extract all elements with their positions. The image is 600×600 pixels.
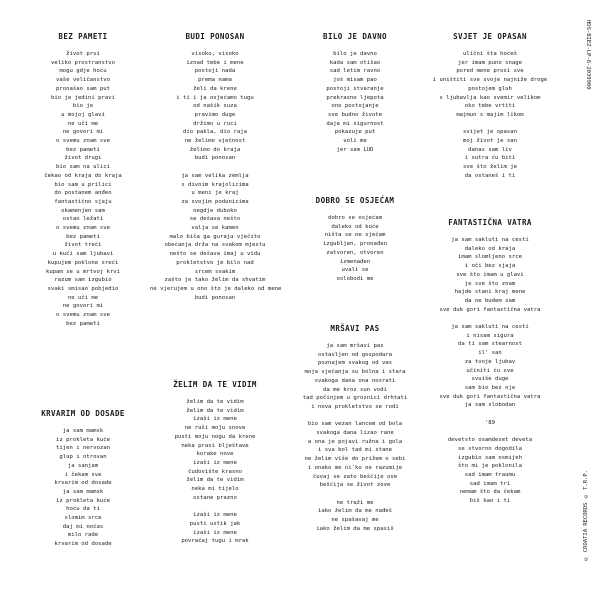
lyric-line: neka prasi blještave	[181, 442, 249, 449]
lyric-line: da ti sam stearnost	[458, 341, 522, 348]
lyric-line: bio sam u prilici	[54, 181, 112, 188]
lyric-line: i uništiti sve svoje najniže droge	[432, 77, 548, 84]
lyric-lines	[290, 214, 420, 284]
lyric-line: svaki smisao pobjedio	[47, 285, 119, 292]
lyric-line: pusti ustik jak	[189, 520, 241, 527]
lyric-line: postoji nada	[194, 68, 236, 75]
lyric-lines	[150, 50, 280, 302]
lyric-line: iz prokleta kuće	[56, 436, 110, 443]
lyric-line: ulični šta hoćeš	[463, 51, 517, 57]
lyric-line: izaši iz mene	[193, 416, 237, 423]
stanza-break	[290, 490, 420, 499]
lyric-line: čudovište krasno	[188, 468, 242, 475]
lyric-line: ostane prazno	[193, 494, 237, 501]
lyric-line: glup i otrovan	[59, 454, 107, 461]
lyric-lines	[425, 236, 555, 506]
lyric-line: hoću da ti	[66, 506, 100, 513]
song-bez-pameti	[20, 32, 146, 329]
lyric-line: u kući sam ljubavi	[52, 251, 114, 258]
lyric-line: postoji stvaranje	[326, 85, 384, 92]
song-title: MRŠAVI PAS	[330, 324, 380, 333]
lyric-line: moja sjećanja su bolna i stara	[304, 369, 406, 376]
lyric-line: nešto se dešava imaj u vidu	[169, 251, 261, 258]
lyric-line: želim da te vidim	[186, 399, 244, 405]
lyric-line: i ti i ja osjećamo tugu	[176, 94, 254, 101]
copyright-notice: © CROATIA RECORDS © T.R.P.	[583, 470, 589, 562]
lyric-line: nemam što da čekam	[459, 489, 521, 496]
lyric-lines	[425, 50, 555, 181]
lyric-line: ne vjerujem u ono što je daleko od mene	[150, 285, 282, 292]
lyric-line: ja sam velika zemlja	[181, 172, 249, 179]
lyric-line: bio je jedini pravi	[51, 94, 115, 101]
catalog-number: HDS-BIEZ-LP-6-2039900	[585, 20, 591, 90]
lyric-line: zašto je tako želim da shvatim	[164, 277, 266, 284]
lyric-line: sad letim ravno	[329, 68, 381, 75]
lyric-line: držimo u ruci	[193, 120, 237, 127]
lyric-line: pokazuje put	[334, 129, 376, 136]
song-zelim-da-te-vidim	[150, 380, 280, 546]
lyric-line: i nisam sigura	[466, 332, 514, 339]
lyric-line: milo rade	[67, 532, 99, 539]
lyric-line: valja se kamen	[191, 225, 239, 232]
lyric-line: čekao od kraja do kraja	[44, 172, 122, 179]
lyric-line: ostao ležati	[62, 216, 104, 223]
stanza-break	[425, 314, 555, 323]
lyric-line: još misam pao	[333, 77, 377, 84]
lyric-line: za svojim podunicima	[181, 198, 249, 205]
lyric-line: kupam se u mrtvoj krvi	[45, 268, 121, 275]
lyric-line: il' san	[478, 350, 502, 357]
song-title: DOBRO SE OSJEĆAM	[315, 196, 395, 205]
song-title: FANTASTIČNA VATRA	[448, 218, 532, 227]
lyric-line: izgubljen, pronađen	[323, 241, 387, 248]
lyric-line: ne govori mi	[62, 303, 104, 310]
lyric-line: zatvoren, otvoren	[326, 249, 384, 256]
lyric-line: do postanem anđeo	[54, 190, 112, 197]
lyric-line: sad imam tri	[469, 480, 511, 487]
lyric-line: negdje duboko	[193, 207, 237, 214]
lyric-line: neka mi tijelo	[191, 486, 239, 493]
lyric-line: uvali se	[341, 267, 369, 274]
lyric-line: visoko, visoko	[191, 51, 239, 57]
lyric-line: ja sam mršavi pas	[326, 343, 384, 349]
lyric-line: čuvaj se zato bešćije ove	[312, 473, 398, 480]
lyric-line: kupujem poklone sreći	[47, 259, 119, 266]
lyric-line: sve duk gori fantastična vatra	[439, 306, 541, 313]
lyric-line: želimo do kraja	[189, 146, 241, 153]
lyric-line: za tvoje ljubav	[464, 358, 516, 365]
lyric-line: krvarim od dosade	[54, 541, 112, 548]
lyric-line: pusti moju nogu da krene	[174, 433, 256, 440]
lyric-line: želim da te vidim	[186, 477, 244, 484]
lyric-line: da ostaneš i ti	[464, 172, 516, 179]
lyric-line: imam slomljeno srce	[458, 254, 522, 261]
lyric-line: svijet je opasan	[463, 129, 517, 136]
lyric-line: i nova prokletstvo se rodi	[311, 403, 399, 410]
lyric-line: devetsto osamdeset deveta	[447, 437, 533, 444]
lyric-line: majmun s majim likom	[456, 111, 524, 118]
lyric-line: moj život je san	[463, 138, 517, 145]
lyric-line: izgubio sam osmijeh	[458, 454, 522, 461]
lyric-line: učiniti ću sve	[466, 367, 514, 374]
lyric-line: što mi je poklonila	[458, 463, 522, 470]
lyric-line: da me kroz sun vodi	[323, 386, 387, 393]
lyric-line: svuiše duge	[471, 376, 509, 383]
lyric-line: je sve što znam	[464, 280, 516, 287]
lyric-line: izaši iz mene	[193, 459, 237, 466]
lyric-line: izmenađen	[339, 258, 371, 265]
stanza-break	[150, 502, 280, 511]
lyric-line: ja sam sakluti na cesti	[451, 237, 529, 243]
lyric-line: život drugi	[64, 155, 102, 162]
lyric-line: prekrasno ljepota	[326, 94, 384, 101]
lyric-line: vaše veličanstvo	[56, 77, 110, 84]
lyric-line: ne traži me	[336, 499, 374, 506]
song-bilo-je-davno	[290, 32, 420, 154]
lyric-line: ja sam mamsk	[62, 428, 104, 434]
lyric-line: poznajem svakog od vas	[317, 360, 393, 367]
lyric-line: bio sam vezan lancem od bola	[307, 421, 403, 428]
lyric-line: budi ponosan	[194, 155, 236, 162]
lyric-line: jer sam LUD	[336, 146, 374, 153]
lyric-line: ono postojanje	[331, 103, 379, 110]
lyric-line: ja sam slobodan	[464, 402, 516, 409]
lyric-line: iako želim da me nađeš	[317, 508, 393, 515]
lyric-line: jer imam puno snage	[458, 59, 522, 66]
lyric-line: danas sam liv	[468, 146, 512, 153]
lyric-line: iznad tebe i mene	[186, 59, 244, 66]
lyric-line: '89	[484, 419, 496, 426]
lyric-line: bez pameti	[66, 146, 100, 153]
lyric-line: ostavljen od gospodara	[317, 351, 393, 358]
lyric-line: daleko od kraja	[464, 245, 516, 252]
lyric-line: ja sanjam	[67, 462, 99, 469]
lyric-line: u mojoj glavi	[61, 111, 105, 118]
lyric-line: od našik suza	[193, 103, 237, 110]
lyric-line: hajde stani kraj mene	[454, 289, 526, 296]
lyric-line: prema nama	[198, 77, 232, 84]
lyric-line: sve što imam u glavi	[456, 271, 524, 278]
lyric-line: želim da te vidim	[186, 407, 244, 414]
lyric-line: ja sam mamsk	[62, 488, 104, 495]
lyric-line: sve duk gori fantastična vatra	[439, 393, 541, 400]
lyric-line: kada sam otišao	[329, 59, 381, 66]
lyric-line: oslobodi me	[336, 275, 374, 282]
lyric-lines	[290, 50, 420, 154]
lyric-line: veliko prostranstvo	[51, 59, 115, 66]
lyric-line: iz prokleta kuće	[56, 497, 110, 504]
song-krvarim-od-dosade	[20, 409, 146, 549]
song-mrsavi-pas	[290, 324, 420, 533]
stanza-break	[150, 163, 280, 172]
lyric-line: iako želim da me spasiš	[316, 525, 394, 532]
lyric-line: daleko od kuće	[331, 223, 379, 230]
lyric-line: krvarim od dosade	[54, 480, 112, 487]
lyric-line: s divnim krajolicima	[181, 181, 249, 188]
lyric-line: tijen i nervozan	[56, 445, 110, 452]
lyric-line: život prvi	[66, 51, 100, 57]
lyric-line: budi ponosan	[194, 294, 236, 301]
song-svjet-je-opasan	[425, 32, 555, 181]
lyric-line: u meni je kraj	[191, 190, 239, 197]
lyric-line: prokletstvo je bilo nad	[176, 259, 254, 266]
lyric-line: voli me	[343, 138, 367, 145]
lyric-line: postojem gluh	[468, 85, 512, 92]
lyric-line: izaši iz mene	[193, 512, 237, 519]
lyric-line: pravimo duge	[194, 111, 236, 118]
lyric-line: daje mi sigurnost	[326, 120, 384, 127]
lyric-line: se stvorno dogodila	[458, 445, 522, 452]
lyric-line: obećanja drža na svakom mjestu	[164, 242, 266, 249]
lyric-line: bez pameti	[66, 233, 100, 240]
lyric-line: srcem svakim	[194, 268, 236, 275]
song-title: SVJET JE OPASAN	[453, 32, 527, 41]
song-title: BILO JE DAVNO	[323, 32, 387, 41]
lyric-line: o svemu znam sve	[56, 138, 110, 145]
lyric-line: ne uči me	[67, 294, 99, 301]
lyric-line: i oči bez sjaja	[464, 263, 516, 270]
lyric-line: i čekam sve	[64, 471, 102, 478]
lyric-lines	[20, 427, 146, 549]
lyric-line: bez pameti	[66, 320, 100, 327]
lyric-line: svakoga dana lizao rane	[316, 430, 394, 437]
song-dobro-se-osjecam	[290, 196, 420, 284]
song-title: KRVARIM OD DOSADE	[41, 409, 125, 418]
lyric-line: oko tebe vrtiti	[464, 103, 516, 110]
lyric-line: a ona je pojavi ružna i gola	[307, 438, 403, 445]
song-title: ŽELIM DA TE VIDIM	[173, 380, 257, 389]
lyric-line: s ljubavlja kao svemir velikom	[439, 94, 541, 101]
lyric-line: povraćaj tugu i mrak	[181, 538, 249, 545]
stanza-break	[425, 427, 555, 436]
lyric-line: sve što želim je	[463, 164, 517, 171]
lyric-line: fantastično sjaju	[54, 198, 112, 205]
lyric-line: malo biča ga guraju vječito	[169, 233, 261, 240]
lyric-line: ne učí me	[67, 120, 99, 127]
lyric-line: dobro se osjećam	[328, 215, 382, 221]
lyric-line: bilo je davno	[333, 51, 377, 57]
lyric-line: i sutra ću biti	[464, 155, 516, 162]
lyric-line: ne želimo vječnost	[184, 138, 246, 145]
lyric-line: ne ruši moju snove	[184, 425, 246, 432]
lyric-line: se dešava nešto	[189, 216, 241, 223]
lyric-line: biš kao i ti	[469, 498, 511, 505]
lyric-line: sad imam traumu	[464, 471, 516, 478]
lyric-line: ja sam sakluti na cesti	[451, 324, 529, 331]
lyric-line: o svemu znam sve	[56, 225, 110, 232]
lyric-line: ne želim više do prižem o sebi	[304, 456, 406, 463]
song-title: BUDI PONOSAN	[185, 32, 245, 41]
lyric-line: da ne budem sam	[464, 297, 516, 304]
stanza-break	[425, 410, 555, 419]
lyric-line: o svemu znam sve	[56, 312, 110, 319]
lyric-line: bešćija se život zove	[319, 482, 391, 489]
lyric-line: bio sam na ulici	[56, 164, 110, 171]
lyric-line: ne govori mi	[62, 129, 104, 136]
lyric-line: bio je	[72, 103, 94, 110]
song-fantasticna-vatra	[425, 218, 555, 506]
song-budi-ponosan	[150, 32, 280, 302]
lyric-line: mogu gdje hoću	[59, 68, 107, 75]
lyric-line: daj mi noćas	[62, 523, 104, 530]
lyric-line: život treći	[64, 242, 102, 249]
lyric-line: okamenjen sam	[61, 207, 105, 214]
lyric-line: slomim srce	[64, 515, 102, 522]
song-title: BEZ PAMETI	[58, 32, 108, 41]
lyric-line: želi da krene	[193, 85, 237, 92]
lyric-lines	[150, 398, 280, 546]
lyric-line: sam bio bez nje	[464, 384, 516, 391]
lyric-line: ništa se ne sjećam	[324, 232, 386, 239]
lyric-line: ne spašavaj me	[331, 517, 379, 524]
lyric-line: korake nove	[196, 451, 234, 458]
lyric-lines	[290, 342, 420, 533]
lyric-line: pored mene prosi sve	[456, 68, 524, 75]
lyric-lines	[20, 50, 146, 329]
lyric-line: sve budno živote	[328, 111, 382, 118]
lyric-line: razum sam izgubio	[54, 277, 112, 284]
lyric-line: izaši iz mene	[193, 529, 237, 536]
lyric-line: i onako me ni'ko ne razumije	[307, 464, 403, 471]
lyric-line: dio pakla, dio raja	[183, 129, 247, 136]
lyric-line: tad počinjem u groznici drhtati	[302, 395, 408, 402]
lyric-line: svakoga dana ona nosrati	[314, 377, 396, 384]
lyric-line: pronašao sam put	[56, 85, 110, 92]
lyric-line: i sva bol tad mi stane	[317, 447, 393, 454]
stanza-break	[290, 412, 420, 421]
stanza-break	[425, 120, 555, 129]
